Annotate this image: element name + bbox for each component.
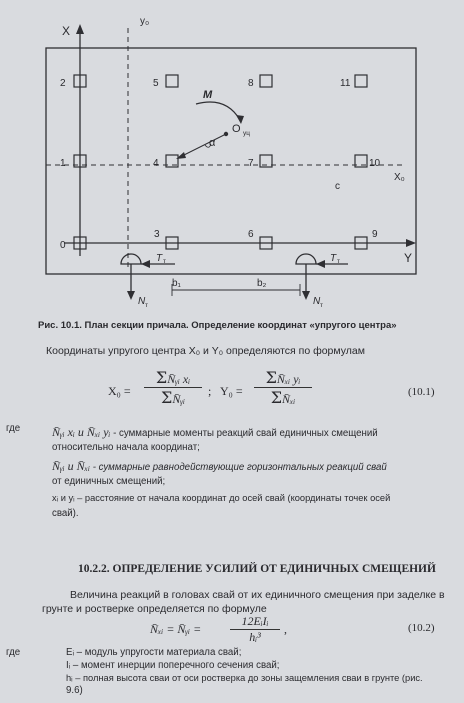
n-arrow-right [302, 291, 310, 300]
moment-label: M [203, 89, 213, 101]
x-axis-arrow [76, 24, 84, 34]
formula-number-10-1: (10.1) [408, 386, 435, 398]
definition-line: Eᵢ – модуль упругости материала свай; [66, 647, 242, 658]
pile-number: 11 [340, 78, 351, 89]
support-right [296, 254, 316, 264]
c-label: c [335, 181, 340, 192]
pile-8 [260, 75, 272, 87]
pile-number: 7 [248, 158, 254, 169]
where-label-2: где [6, 647, 21, 658]
pile-5 [166, 75, 178, 87]
formula-lhs-y: Y₀ = [220, 384, 243, 398]
moment-arc [196, 102, 240, 120]
t-arrow-right [316, 260, 325, 268]
paragraph-2 [42, 588, 460, 616]
section-heading: 10.2.2. ОПРЕДЕЛЕНИЕ УСИЛИЙ ОТ ЕДИНИЧНЫХ СМЕЩЕНИЙ [78, 563, 436, 575]
definitions-block [52, 425, 457, 523]
formula-10-2: N̄ₓᵢ = N̄ᵧᵢ = 12EᵢIᵢ hᵢ³ , [150, 614, 287, 644]
formula-number-10-2: (10.2) [408, 622, 435, 634]
y-axis-arrow [406, 239, 416, 247]
pile-number: 4 [153, 158, 159, 169]
paragraph-line: Величина реакций в головах свай от их единичного смещения при заделке в [70, 589, 445, 601]
svg-text:т: т [163, 258, 166, 265]
fraction-y: $\frac{\text{ΣN̄ₓᵢ yᵢ}}{\text{ΣN̄ₓᵢ}}$ [254, 368, 312, 407]
t-arrow-left [141, 260, 150, 268]
svg-text:т: т [337, 258, 340, 265]
definition-line: 9.6) [66, 684, 83, 696]
n-force-label: N [138, 296, 146, 307]
svg-text:т: т [145, 302, 148, 309]
formula-10-1 [108, 368, 408, 416]
intro-text: Координаты упругого центра X₀ и Y₀ определяются по формулам [46, 345, 365, 357]
x-axis-label: X [62, 24, 71, 38]
n-force-label: N [313, 296, 321, 307]
definition-line: от единичных смещений; [52, 476, 166, 487]
y-axis-label: Y [404, 251, 413, 265]
fraction-x: $\frac{\text{ΣN̄ᵧᵢ xᵢ}}{\text{ΣN̄ᵧᵢ}}$ [144, 368, 202, 407]
definition-line: свай). [52, 508, 79, 519]
t-force-label: T [330, 253, 337, 264]
t-force-label: T [156, 253, 163, 264]
pile-number: 1 [60, 158, 66, 169]
pier-section-plan-figure [0, 0, 464, 310]
fraction-reaction: 12EᵢIᵢ hᵢ³ [230, 614, 280, 645]
b1-label: b₁ [172, 278, 181, 289]
n-arrow-left [127, 291, 135, 300]
pile-number: 3 [154, 229, 160, 240]
pile-number: 8 [248, 78, 254, 89]
pile-number: 0 [60, 240, 66, 251]
pile-number: 10 [369, 158, 381, 169]
section-outline [46, 48, 416, 274]
paragraph-line: грунте и ростверке определяется по формуле [42, 603, 267, 615]
x0-axis-label: X₀ [394, 172, 405, 183]
svg-text:т: т [320, 302, 323, 309]
elastic-center-sub: уц [243, 130, 250, 137]
elastic-center-label: O [232, 123, 241, 135]
alpha-label: α [209, 137, 216, 149]
definition-line: hᵢ – полная высота сваи от оси ростверка до зоны защемления сваи в грунте (рис. [66, 673, 423, 683]
definition-line: xᵢ и yᵢ – расстояние от начала координат до осей свай (координаты точек осей [52, 493, 391, 503]
pile-11 [355, 75, 367, 87]
pile-number: 2 [60, 78, 66, 89]
b2-label: b₂ [257, 278, 267, 289]
pile-number: 9 [372, 229, 378, 240]
where-label: где [6, 423, 21, 434]
definition-line: N̄ᵧᵢ и N̄ₓᵢ - суммарные равнодействующие горизонтальных реакций свай [52, 459, 387, 473]
formula-lhs-x: X₀ = [108, 384, 131, 398]
formula-separator: ; [208, 384, 212, 398]
figure-caption: Рис. 10.1. План секции причала. Определение координат «упругого центра» [38, 320, 397, 331]
definitions-2-block [66, 647, 460, 697]
definition-line: Iᵢ – момент инерции поперечного сечения свай; [66, 659, 280, 671]
support-left [121, 254, 141, 264]
y0-axis-label: y₀ [140, 16, 150, 27]
pile-number: 5 [153, 78, 159, 89]
definition-line: N̄ᵧᵢ xᵢ и N̄ₓᵢ yᵢ - суммарные моменты реакций свай единичных смещений [52, 425, 378, 439]
definition-line: относительно начала координат; [52, 442, 200, 453]
pile-number: 6 [248, 229, 254, 240]
